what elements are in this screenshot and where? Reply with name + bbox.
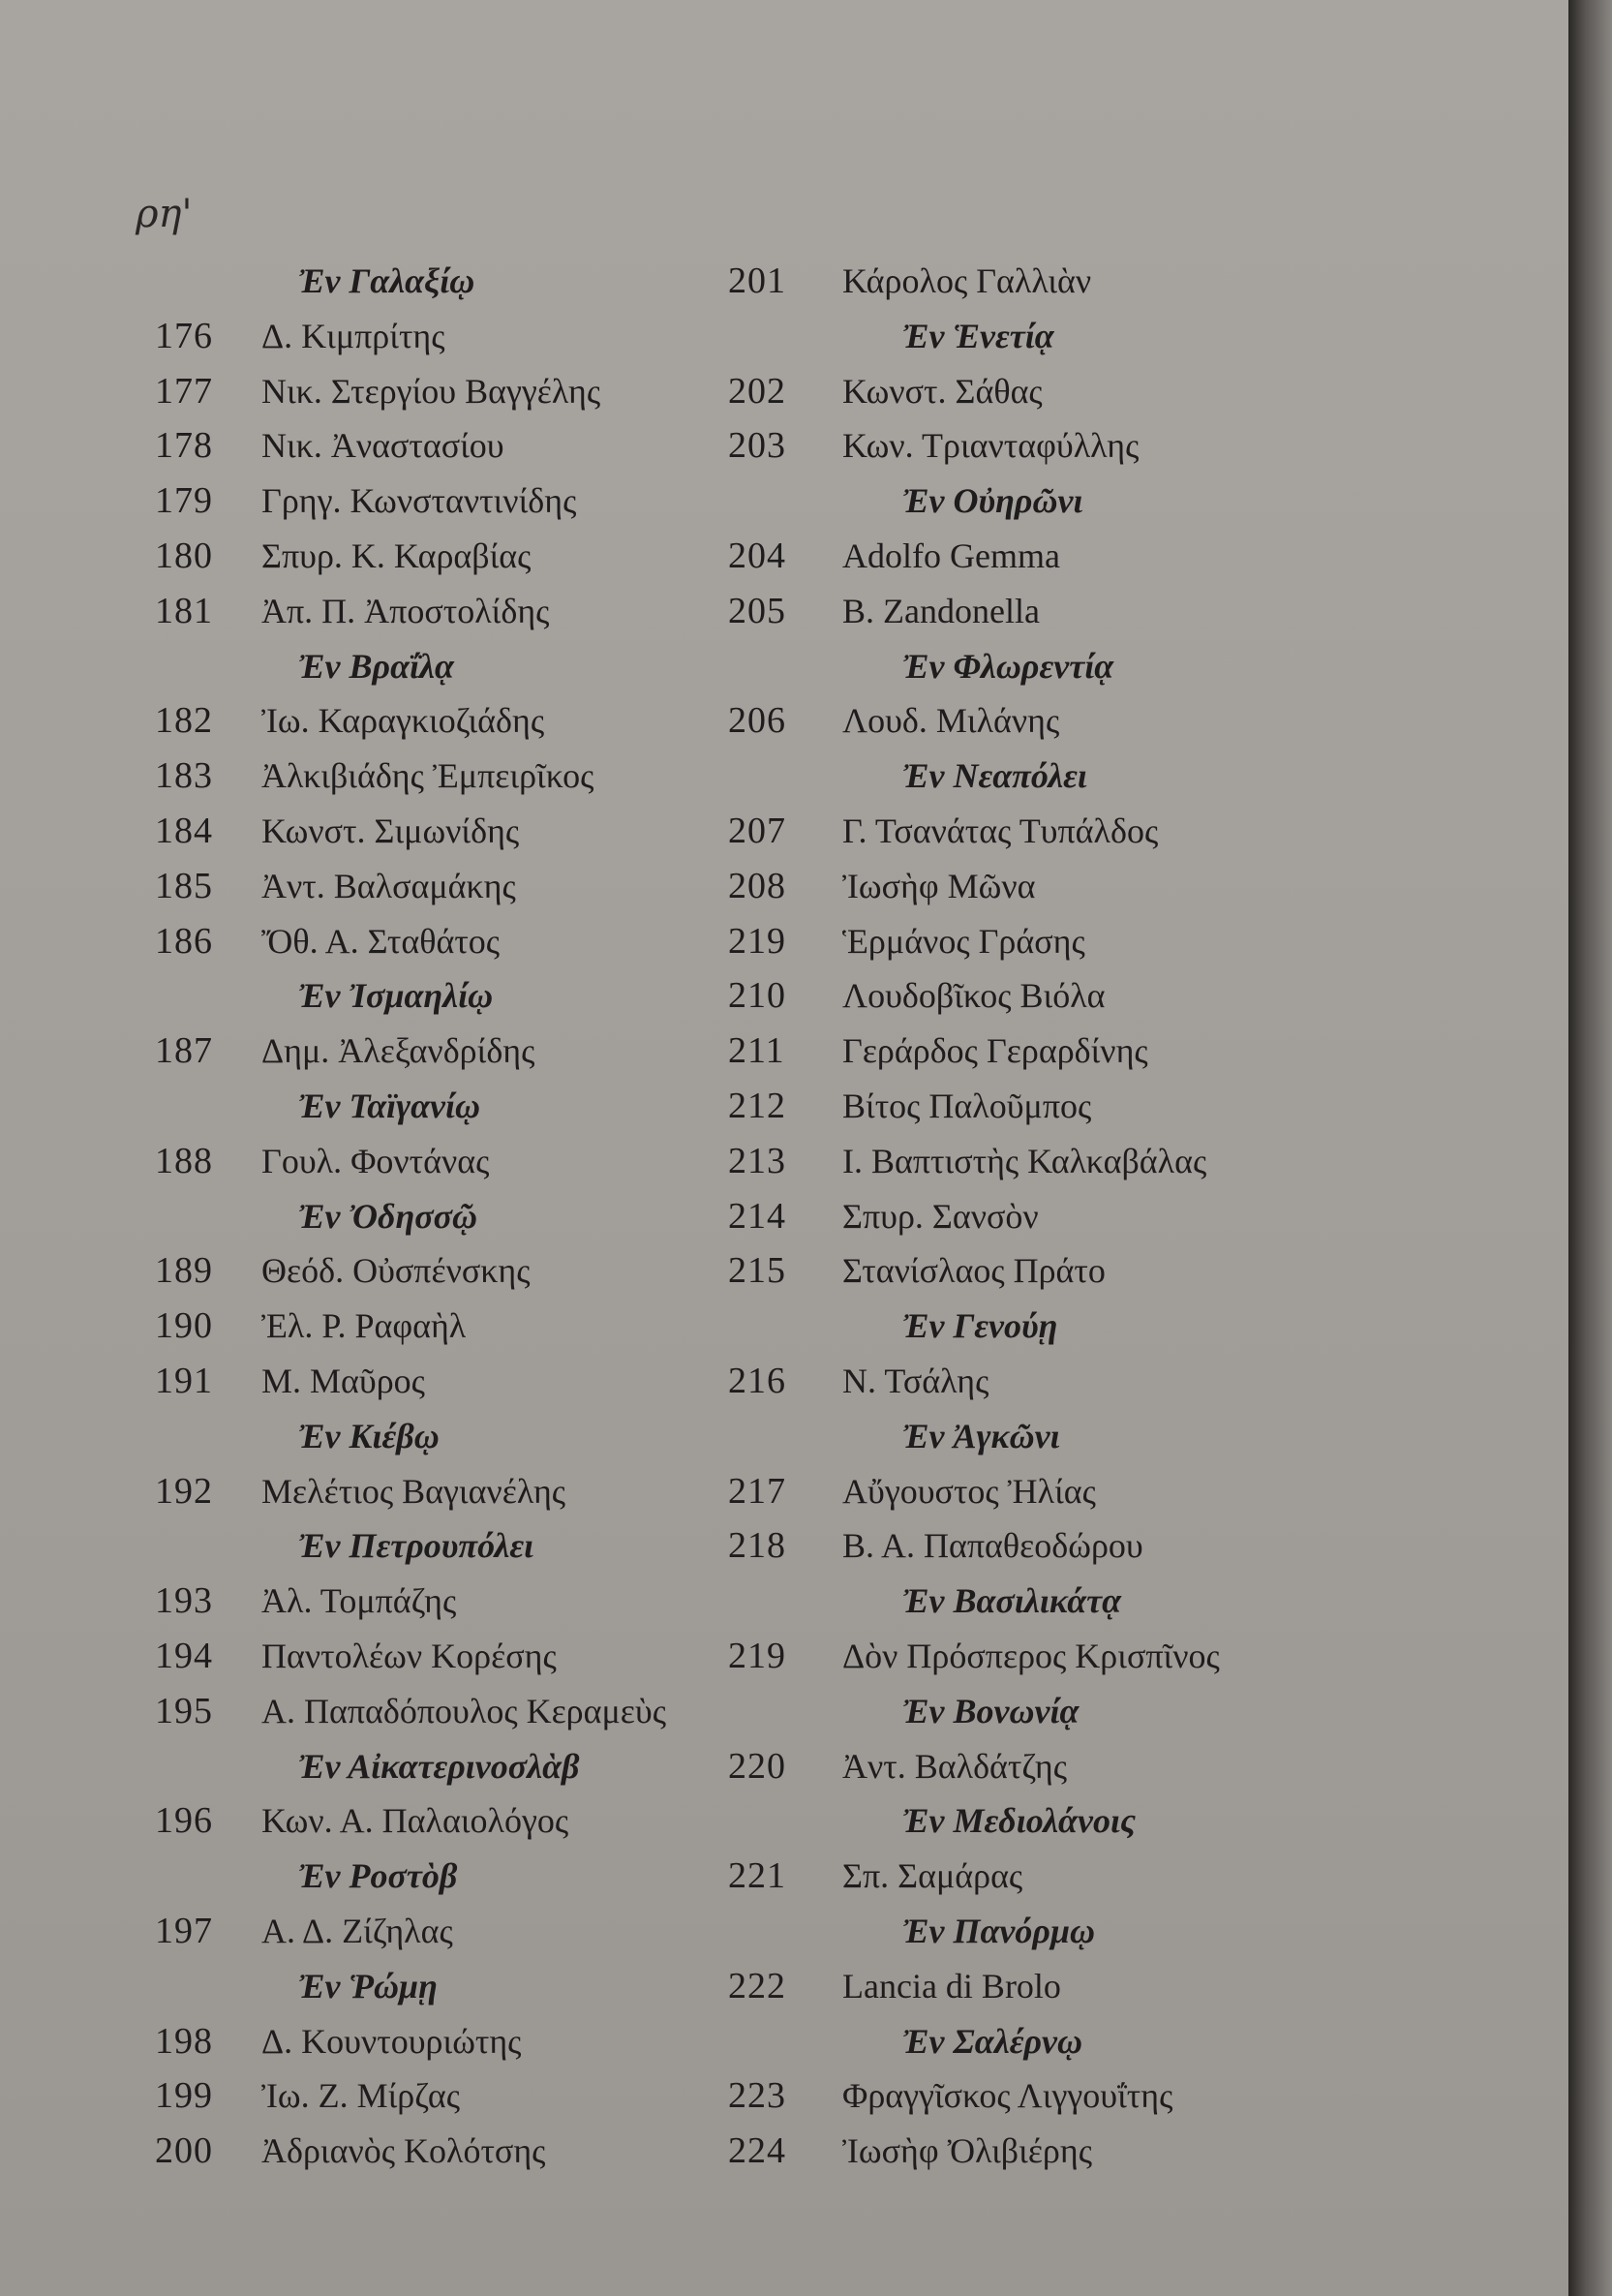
entry-number: 188	[155, 1140, 213, 1181]
entry-number: 202	[728, 370, 786, 412]
member-name: Θεόδ. Οὐσπένσκης	[261, 1251, 531, 1291]
member-name: Γ. Τσανάτας Τυπάλδος	[842, 811, 1159, 850]
entry-number: 214	[728, 1195, 786, 1237]
entry-number: 190	[155, 1305, 213, 1347]
member-name: Παντολέων Κορέσης	[261, 1636, 557, 1675]
member-entry	[728, 2124, 1386, 2179]
right-column-list	[728, 254, 1386, 2179]
member-name: Ἀντ. Βαλδάτζης	[842, 1746, 1067, 1786]
member-entry	[728, 254, 1386, 309]
member-entry	[155, 1793, 775, 1849]
city-name: Ἐν Αἰκατερινοσλὰβ	[298, 1746, 580, 1786]
entry-number: 207	[728, 810, 786, 851]
entry-number: 210	[728, 975, 786, 1017]
member-entry	[155, 1684, 775, 1739]
member-name: Lancia di Brolo	[842, 1966, 1061, 2005]
city-heading	[728, 309, 1386, 364]
member-entry	[155, 1134, 775, 1189]
city-heading	[728, 474, 1386, 529]
member-name: Σπυρ. Κ. Καραβίας	[261, 536, 532, 575]
member-name: Λουδ. Μιλάνης	[842, 701, 1060, 741]
member-name: Νικ. Ἀναστασίου	[261, 426, 504, 466]
member-entry	[155, 2124, 775, 2179]
entry-number: 189	[155, 1250, 213, 1292]
member-name: Κωνστ. Σιμωνίδης	[261, 811, 520, 850]
entry-number: 193	[155, 1580, 213, 1622]
city-name: Ἐν Πανόρμῳ	[902, 1911, 1096, 1950]
city-heading	[728, 1574, 1386, 1629]
entry-number: 213	[728, 1140, 786, 1181]
member-entry	[155, 1904, 775, 1959]
entry-number: 194	[155, 1635, 213, 1676]
member-name: Μελέτιος Βαγιανέλης	[261, 1471, 566, 1511]
entry-number: 199	[155, 2075, 213, 2117]
entry-number: 185	[155, 865, 213, 906]
member-entry	[728, 1024, 1386, 1079]
member-entry	[155, 1629, 775, 1684]
city-heading	[155, 1518, 775, 1574]
city-heading	[728, 639, 1386, 694]
entry-number: 178	[155, 425, 213, 467]
city-name: Ἐν Ροστὸβ	[298, 1856, 458, 1896]
member-entry	[155, 1243, 775, 1299]
member-entry	[728, 1354, 1386, 1409]
entry-number: 187	[155, 1030, 213, 1072]
member-entry	[155, 1024, 775, 1079]
city-name: Ἐν Φλωρεντίᾳ	[902, 646, 1114, 686]
member-entry	[155, 1299, 775, 1354]
member-name: Δὸν Πρόσπερος Κρισπῖνος	[842, 1636, 1220, 1675]
member-name: Δ. Κουντουριώτης	[261, 2021, 522, 2061]
member-entry	[155, 2068, 775, 2124]
city-name: Ἐν Ῥώμῃ	[298, 1966, 438, 2005]
member-entry	[728, 1243, 1386, 1299]
city-name: Ἐν Βονωνίᾳ	[902, 1691, 1080, 1730]
member-entry	[155, 1354, 775, 1409]
member-entry	[155, 693, 775, 749]
member-entry	[728, 1739, 1386, 1794]
city-heading	[155, 639, 775, 694]
entry-number: 182	[155, 700, 213, 742]
entry-number: 180	[155, 535, 213, 576]
member-name: Σπυρ. Σανσὸν	[842, 1196, 1039, 1236]
member-entry	[155, 584, 775, 639]
member-name: Λουδοβῖκος Βιόλα	[842, 976, 1106, 1016]
member-entry	[155, 364, 775, 419]
entry-number: 195	[155, 1690, 213, 1731]
entry-number: 201	[728, 260, 786, 301]
entry-number: 221	[728, 1855, 786, 1897]
entry-number: 192	[155, 1470, 213, 1512]
entry-number: 219	[728, 920, 786, 962]
city-heading	[155, 1739, 775, 1794]
member-entry	[728, 1959, 1386, 2014]
page-number: ρη'	[136, 192, 193, 236]
city-heading	[728, 2014, 1386, 2069]
member-name: Φραγγῖσκος Λιγγουΐτης	[842, 2076, 1173, 2116]
entry-number: 181	[155, 590, 213, 631]
city-heading	[155, 1189, 775, 1244]
member-entry	[728, 804, 1386, 859]
entry-number: 183	[155, 755, 213, 797]
member-name: Ἰωσὴφ Ὀλιβιέρης	[842, 2131, 1092, 2171]
member-name: B. Zandonella	[842, 591, 1040, 630]
member-name: Ν. Τσάλης	[842, 1361, 989, 1400]
city-name: Ἐν Ἰσμαηλίῳ	[298, 976, 494, 1016]
member-entry	[155, 474, 775, 529]
member-name: Γρηγ. Κωνσταντινίδης	[261, 481, 577, 521]
member-name: Ὄθ. Α. Σταθάτος	[261, 921, 501, 961]
member-entry	[155, 749, 775, 804]
entry-number: 212	[728, 1085, 786, 1126]
entry-number: 220	[728, 1745, 786, 1787]
member-entry	[728, 1629, 1386, 1684]
entry-number: 200	[155, 2130, 213, 2172]
entry-number: 176	[155, 315, 213, 356]
city-name: Ἐν Νεαπόλει	[902, 756, 1087, 796]
city-heading	[155, 1409, 775, 1464]
city-name: Ἐν Βραΐλᾳ	[298, 646, 454, 686]
member-entry	[728, 584, 1386, 639]
member-entry	[728, 1464, 1386, 1519]
city-name: Ἐν Ὀδησσῷ	[298, 1196, 478, 1236]
city-heading	[728, 1299, 1386, 1354]
member-entry	[155, 859, 775, 914]
entry-number: 177	[155, 370, 213, 412]
city-heading	[728, 1793, 1386, 1849]
city-name: Ἐν Ταϊγανίῳ	[298, 1086, 481, 1125]
member-entry	[728, 418, 1386, 474]
member-name: Ἑρμάνος Γράσης	[842, 921, 1085, 961]
member-entry	[155, 804, 775, 859]
member-name: Νικ. Στεργίου Βαγγέλης	[261, 371, 601, 411]
member-entry	[728, 1134, 1386, 1189]
member-name: Κων. Τριανταφύλλης	[842, 426, 1140, 466]
member-entry	[155, 1464, 775, 1519]
member-name: Β. Α. Παπαθεοδώρου	[842, 1526, 1143, 1566]
member-name: Α. Παπαδόπουλος Κεραμεὺς	[261, 1691, 667, 1730]
entry-number: 224	[728, 2130, 786, 2172]
entry-number: 206	[728, 700, 786, 742]
entry-number: 223	[728, 2075, 786, 2117]
member-entry	[728, 859, 1386, 914]
member-name: Κάρολος Γαλλιὰν	[842, 261, 1092, 300]
member-entry	[155, 2014, 775, 2069]
member-entry	[155, 418, 775, 474]
entry-number: 197	[155, 1910, 213, 1951]
entry-number: 208	[728, 865, 786, 906]
member-name: Ἀπ. Π. Ἀποστολίδης	[261, 591, 550, 630]
member-entry	[728, 1849, 1386, 1904]
entry-number: 205	[728, 590, 786, 631]
entry-number: 215	[728, 1250, 786, 1292]
entry-number: 204	[728, 535, 786, 576]
city-heading	[728, 1904, 1386, 1959]
member-entry	[728, 914, 1386, 969]
city-heading	[155, 1849, 775, 1904]
member-name: Κων. Α. Παλαιολόγος	[261, 1801, 569, 1841]
member-entry	[155, 1574, 775, 1629]
city-heading	[728, 1409, 1386, 1464]
entry-number: 211	[728, 1030, 785, 1072]
member-name: Ἰω. Καραγκιοζιάδης	[261, 701, 545, 741]
member-name: Ἀλ. Τομπάζης	[261, 1581, 457, 1621]
entry-number: 198	[155, 2020, 213, 2062]
city-name: Ἐν Γαλαξίῳ	[298, 261, 475, 300]
city-heading	[155, 1079, 775, 1134]
member-entry	[155, 914, 775, 969]
member-entry	[155, 529, 775, 584]
entry-number: 179	[155, 480, 213, 522]
city-name: Ἐν Γενούῃ	[902, 1306, 1058, 1346]
entry-number: 218	[728, 1525, 786, 1567]
member-name: Σπ. Σαμάρας	[842, 1856, 1023, 1896]
member-name: Α. Δ. Ζίζηλας	[261, 1911, 453, 1950]
city-name: Ἐν Πετρουπόλει	[298, 1526, 534, 1566]
member-name: Ἀντ. Βαλσαμάκης	[261, 866, 516, 905]
member-name: Ἀλκιβιάδης Ἐμπειρῖκος	[261, 756, 594, 796]
city-name: Ἐν Κιέβῳ	[298, 1416, 440, 1455]
entry-number: 196	[155, 1800, 213, 1842]
entry-number: 216	[728, 1360, 786, 1401]
member-name: Ἰω. Ζ. Μίρζας	[261, 2076, 460, 2116]
member-name: Κωνστ. Σάθας	[842, 371, 1043, 411]
entry-number: 191	[155, 1360, 213, 1401]
city-name: Ἐν Μεδιολάνοις	[902, 1801, 1136, 1841]
member-entry	[728, 364, 1386, 419]
city-name: Ἐν Σαλέρνῳ	[902, 2021, 1083, 2061]
member-name: Γεράρδος Γεραρδίνης	[842, 1031, 1148, 1071]
member-entry	[728, 1518, 1386, 1574]
city-name: Ἐν Βασιλικάτᾳ	[902, 1581, 1122, 1621]
member-name: Δ. Κιμπρίτης	[261, 316, 445, 355]
member-name: Στανίσλαος Πράτο	[842, 1251, 1106, 1291]
left-column-list	[155, 254, 775, 2179]
member-name: Γουλ. Φοντάνας	[261, 1141, 490, 1180]
member-entry	[155, 309, 775, 364]
member-entry	[728, 2068, 1386, 2124]
member-name: Μ. Μαῦρος	[261, 1361, 425, 1400]
entry-number: 222	[728, 1965, 786, 2006]
city-name: Ἐν Οὐηρῶνι	[902, 481, 1083, 521]
entry-number: 217	[728, 1470, 786, 1512]
city-name: Ἐν Ἑνετίᾳ	[902, 316, 1054, 355]
member-name: Ἐλ. Ρ. Ραφαὴλ	[261, 1306, 467, 1346]
member-name: Βίτος Παλοῦμπος	[842, 1086, 1092, 1125]
entry-number: 186	[155, 920, 213, 962]
city-heading	[728, 1684, 1386, 1739]
member-entry	[728, 693, 1386, 749]
city-name: Ἐν Ἀγκῶνι	[902, 1416, 1060, 1455]
member-name: Ι. Βαπτιστὴς Καλκαβάλας	[842, 1141, 1207, 1180]
city-heading	[728, 749, 1386, 804]
member-entry	[728, 529, 1386, 584]
member-name: Ἀδριανὸς Κολότσης	[261, 2131, 546, 2171]
entry-number: 184	[155, 810, 213, 851]
member-name: Ἰωσὴφ Μῶνα	[842, 866, 1036, 905]
city-heading	[155, 968, 775, 1024]
city-heading	[155, 254, 775, 309]
member-name: Αὔγουστος Ἠλίας	[842, 1471, 1096, 1511]
page-edge-shadow	[1568, 0, 1612, 2296]
member-entry	[728, 1189, 1386, 1244]
member-name: Δημ. Ἀλεξανδρίδης	[261, 1031, 535, 1071]
member-entry	[728, 1079, 1386, 1134]
member-entry	[728, 968, 1386, 1024]
entry-number: 219	[728, 1635, 786, 1676]
entry-number: 203	[728, 425, 786, 467]
city-heading	[155, 1959, 775, 2014]
member-name: Adolfo Gemma	[842, 536, 1060, 575]
